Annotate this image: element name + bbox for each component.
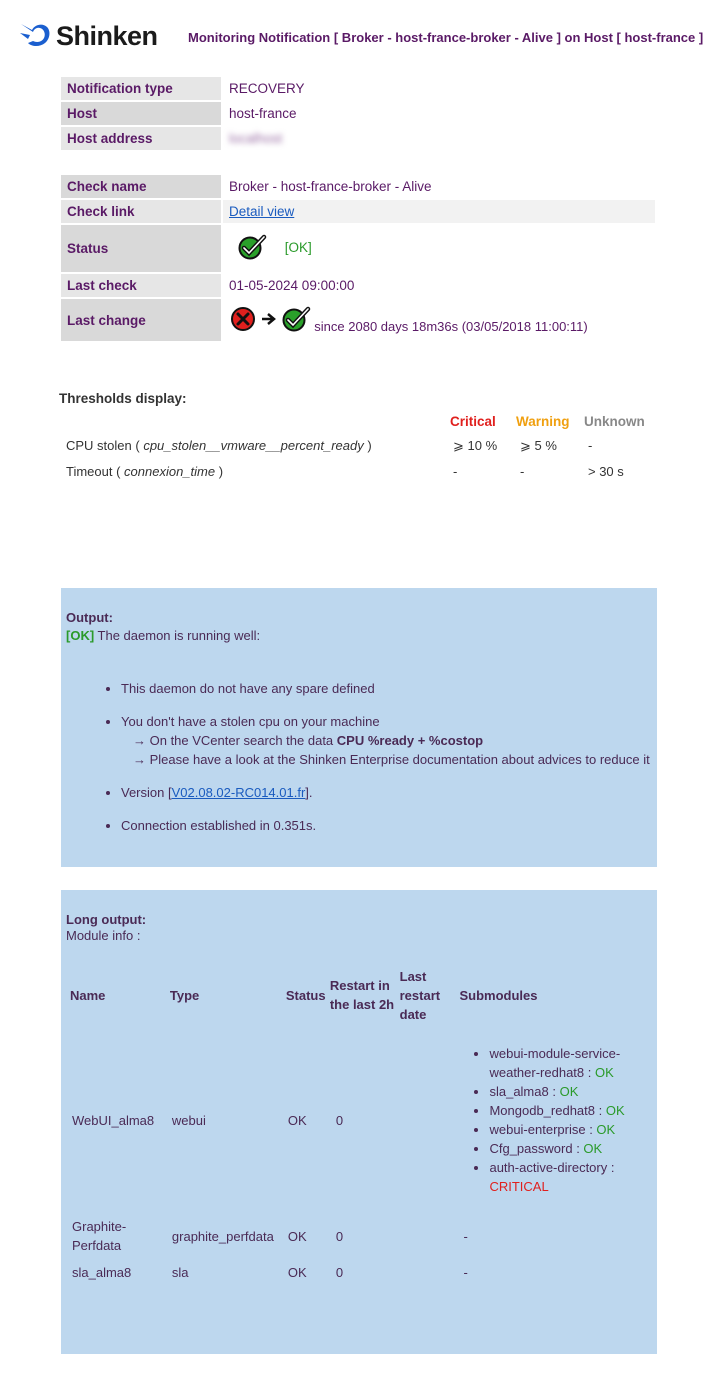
ok-check-icon xyxy=(237,234,267,263)
module-status: OK xyxy=(287,1112,307,1128)
header xyxy=(18,18,708,58)
arrow-right-icon xyxy=(261,312,277,329)
threshold-row-cpu: CPU stolen ( cpu_stolen__vmware__percent_ready ) xyxy=(66,438,372,453)
table-row xyxy=(68,1215,651,1257)
module-last-restart xyxy=(398,1025,458,1215)
module-restart: 0 xyxy=(335,1264,344,1280)
module-type: sla xyxy=(171,1264,189,1280)
logo-text: Shinken xyxy=(56,20,158,51)
last-change-cell xyxy=(223,299,655,341)
module-name: sla_alma8 xyxy=(72,1264,132,1280)
module-status: OK xyxy=(287,1264,307,1280)
ok-check-icon xyxy=(281,306,311,335)
check-name-label: Check name xyxy=(61,175,221,198)
page-title: Monitoring Notification [ Broker - host-france-broker - Alive ] on Host [ host-france ] xyxy=(188,30,704,45)
host-label: Host xyxy=(61,102,221,125)
module-submodules: - xyxy=(463,1264,468,1280)
output-title: Output: xyxy=(66,610,113,625)
host-address-value: localhost xyxy=(229,131,283,146)
threshold-warning-timeout: - xyxy=(520,464,525,479)
critical-x-icon xyxy=(229,306,257,335)
list-item: • You don't have a stolen cpu on your machine → On the VCenter search the data CPU %ready + %costop → Please have a look at the Shinken Enterprise documentation about advices to reduce it xyxy=(121,712,651,769)
table-row xyxy=(68,1257,651,1287)
threshold-warning-cpu: ⩾ 5 % xyxy=(520,438,557,453)
check-link-label: Check link xyxy=(61,200,221,223)
module-type: webui xyxy=(171,1112,206,1128)
module-last-restart xyxy=(398,1215,458,1257)
col-last-restart: Last restart date xyxy=(399,968,441,1022)
notification-type-value: RECOVERY xyxy=(229,81,305,96)
col-type: Type xyxy=(169,987,200,1003)
module-submodules: - xyxy=(463,1228,468,1244)
submodule-item: • Mongodb_redhat8 : OK xyxy=(489,1101,647,1120)
col-restart: Restart in the last 2h xyxy=(329,978,395,1012)
threshold-row-timeout: Timeout ( connexion_time ) xyxy=(66,464,224,479)
module-restart: 0 xyxy=(335,1112,344,1128)
table-row xyxy=(68,1025,651,1215)
thresholds-title: Thresholds display: xyxy=(59,391,187,406)
submodule-item: • webui-enterprise : OK xyxy=(489,1120,647,1139)
status-cell xyxy=(223,225,655,272)
module-restart: 0 xyxy=(335,1228,344,1244)
module-type: graphite_perfdata xyxy=(171,1228,274,1244)
host-info-table xyxy=(59,75,657,152)
threshold-critical-timeout: - xyxy=(453,464,458,479)
submodule-item: • Cfg_password : OK xyxy=(489,1139,647,1158)
shinken-logo-icon xyxy=(18,20,52,53)
notification-type-label: Notification type xyxy=(61,77,221,100)
list-item: • This daemon do not have any spare defined xyxy=(121,679,651,698)
submodule-item: • webui-module-service-weather-redhat8 : OK xyxy=(489,1044,647,1082)
version-link[interactable]: V02.08.02-RC014.01.fr xyxy=(171,785,306,800)
module-last-restart xyxy=(398,1257,458,1287)
host-value: host-france xyxy=(229,106,297,121)
last-check-value: 01-05-2024 09:00:00 xyxy=(229,278,355,293)
host-address-label: Host address xyxy=(61,127,221,150)
long-output-subtitle: Module info : xyxy=(66,928,141,943)
module-submodules xyxy=(457,1025,651,1215)
long-output-box xyxy=(61,890,657,1354)
col-status: Status xyxy=(285,987,326,1003)
last-change-value: since 2080 days 18m36s (03/05/2018 11:00:11) xyxy=(314,318,588,334)
unknown-header: Unknown xyxy=(584,414,645,429)
threshold-critical-cpu: ⩾ 10 % xyxy=(453,438,498,453)
check-name-value: Broker - host-france-broker - Alive xyxy=(229,179,432,194)
list-item: • Connection established in 0.351s. xyxy=(121,816,651,835)
list-item: • Version [V02.08.02-RC014.01.fr]. xyxy=(121,783,651,802)
submodule-item: • sla_alma8 : OK xyxy=(489,1082,647,1101)
status-label: Status xyxy=(61,225,221,272)
submodule-item: • auth-active-directory : CRITICAL xyxy=(489,1158,647,1196)
status-value: [OK] xyxy=(284,240,312,256)
threshold-metric: connexion_time xyxy=(124,464,216,479)
threshold-metric: cpu_stolen__vmware__percent_ready xyxy=(143,438,364,453)
output-list xyxy=(66,679,651,835)
col-name: Name xyxy=(70,987,106,1003)
threshold-unknown-cpu: - xyxy=(588,438,593,453)
col-submodules: Submodules xyxy=(459,987,538,1003)
last-check-label: Last check xyxy=(61,274,221,297)
output-box xyxy=(61,588,657,867)
output-summary: The daemon is running well: xyxy=(94,628,261,643)
module-name: WebUI_alma8 xyxy=(72,1112,155,1128)
critical-header: Critical xyxy=(450,414,496,429)
last-change-label: Last change xyxy=(61,299,221,341)
output-status-tag: [OK] xyxy=(66,628,95,643)
shinken-logo xyxy=(18,18,158,54)
warning-header: Warning xyxy=(516,414,570,429)
module-name: Graphite-Perfdata xyxy=(72,1219,127,1253)
check-info-table xyxy=(59,173,657,343)
module-table xyxy=(68,965,651,1287)
long-output-title: Long output: xyxy=(66,912,147,927)
detail-view-link[interactable]: Detail view xyxy=(229,204,295,219)
threshold-unknown-timeout: > 30 s xyxy=(588,464,624,479)
module-status: OK xyxy=(287,1228,307,1244)
